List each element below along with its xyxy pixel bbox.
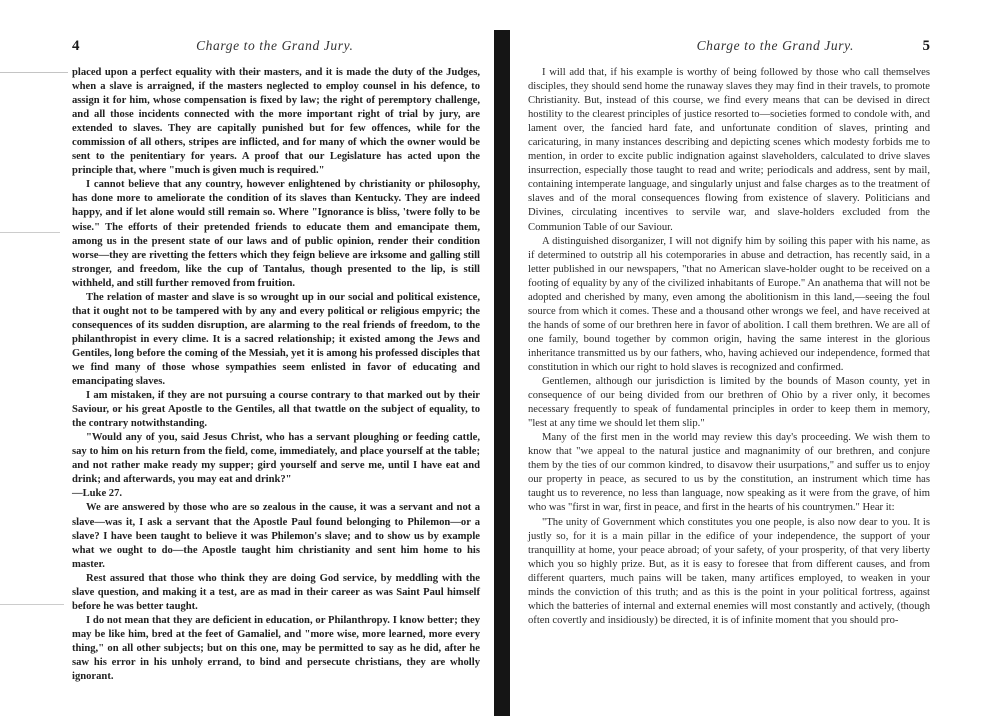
gutter-top-margin: [494, 0, 510, 30]
paragraph: We are answered by those who are so zealous in the cause, it was a servant and not a slave—was it, I ask a servant that the Apostle Paul found belonging to Philemon—or a slave? I have been taught to believe it was Philemon's slave; and to show us by example what we ought to do—the Apostle taught him christianity and sent him home to his master.: [72, 502, 480, 570]
right-page-number: 5: [922, 38, 930, 54]
paragraph: I do not mean that they are deficient in education, or Philanthropy. I know better; they may be like him, bred at the feet of Gamaliel, and "more wise, more learned, more every thing," on all other subjects; but on this one, may be permitted to say as he did, after he saw his error in his unholy errand, to bind and persecute christians, they are wholly ignorant.: [72, 614, 480, 683]
right-page: [510, 0, 1000, 716]
paragraph: The relation of master and slave is so wrought up in our social and political existence, that it ought not to be tampered with by any and every political or religious empyric; the consequences of its sudden disruption, are alarming to the real friends of freedom, to the philanthropist in every clime. It is a sacred relationship; it existed among the Jews and Gentiles, long before the coming of the Messiah, yet it is among his professed disciples that we find many of those whose sympathies seem enlisted in favor of educating and emancipating slaves.: [72, 291, 480, 388]
paragraph: I cannot believe that any country, however enlightened by christianity or philosophy, has done more to ameliorate the condition of its slaves than Kentucky. They are indeed happy, and if let alone would still remain so. Where "Ignorance is bliss, 'twere folly to be wise." The efforts of their pretended friends to educate them and emancipate them, among us in the present state of our laws and of public opinion, render their condition worse—they are rivetting the fetters which they feign believe are irksome and galling still stronger, and freedom, like the cup of Tantalus, though presented to the lip, is still withheld, and still further removed from fruition.: [72, 179, 480, 289]
margin-rule-mark: [0, 604, 64, 605]
quotation-paragraph: "Would any of you, said Jesus Christ, who has a servant ploughing or feeding cattle, say to him on his return from the field, come, immediately, and place yourself at the table; and not rather make ready my supper; gird yourself and serve me, until I have eat and drink; and afterwards, you may eat and drink?": [72, 432, 480, 486]
left-running-title: Charge to the Grand Jury.: [196, 38, 354, 53]
margin-rule-mark: [0, 72, 68, 73]
left-page-number: 4: [72, 38, 80, 54]
paragraph: A distinguished disorganizer, I will not dignify him by soiling this paper with his name, as if determined to outstrip all his cotemporaries in abuse and detraction, has recently said, in a letter published in our newspapers, "that no American slave-holder ought to be received on a footing of equality by any of the civilized inhabitants of Europe." An anathema that will not be adopted and cherished by many, even among the abolitionism in this land,—seeing the foul source from which it comes. These and a thousand other wrongs we feel, and have received at the hands of some of our brethren here in favor of abolition. I call them brethren. We are all of one family, bound together by common origin, having the same interest in the glorious inheritance transmitted us by our fathers, who, having achieved our independence, formed that constitution in which our right to hold slaves is recognized and confirmed.: [528, 235, 930, 373]
paragraph: Many of the first men in the world may review this day's proceeding. We wish them to know that "we appeal to the natural justice and magnanimity of our brethren, and conjure them by the ties of our common kindred, to disavow their usurpations," and suffer us to enjoy our property in peace, as secured to us by the constitution, an instrument which time has taught us to reverence, no less than language, now speaking as it were from the grave, of him who was "first in war, first in peace, and first in the hearts of his countrymen." Hear it:: [528, 432, 930, 514]
right-page-body: [528, 66, 930, 628]
left-running-head: [72, 38, 480, 58]
quotation-paragraph: "The unity of Government which constitutes you one people, is also now dear to you. It is justly so, for it is a main pillar in the edifice of your independence, the support of your tranquillity at home, your peace abroad; of your safety, of your prosperity, of that very liberty which you so highly prize. But, as it is easy to foresee that from different causes, and from different quarters, much pains will be taken, many artifices employed, to weaken in your minds the conviction of this truth; and as this is the point in your political fortress, against which the batteries of internal and external enemies will most constantly and actively, (though often covertly and insidiously) be directed, it is of infinite moment that you should pro-: [528, 516, 930, 626]
left-page: [0, 0, 494, 716]
margin-rule-mark: [0, 232, 60, 233]
right-running-head: [528, 38, 930, 58]
paragraph: Gentlemen, although our jurisdiction is limited by the bounds of Mason county, yet in consequence of our being divided from our brethren of Ohio by a river only, it becomes necessary frequently to speak of fundamental principles in order to keep them in memory, "lest at any time we should let them slip.": [528, 376, 930, 430]
left-page-body: [72, 66, 480, 684]
page-gutter: [494, 0, 510, 716]
right-running-title: Charge to the Grand Jury.: [696, 38, 854, 53]
paragraph: placed upon a perfect equality with their masters, and it is made the duty of the Judges, when a slave is arraigned, if the masters neglected to employ counsel in his defence, to assign it for him, whose compensation is fixed by law; the right of peremptory challenge, and all those incidents connected with the more important right of trial by jury, are extended to slaves. They are capitally punished but for few offences, while for the commission of all others, stripes are inflicted, and for many of which the owner would be sent to the penitentiary for years. A proof that our Legislature has acted upon the principle that, where "much is given much is required.": [72, 67, 480, 177]
paragraph: I am mistaken, if they are not pursuing a course contrary to that marked out by their Saviour, or his great Apostle to the Gentiles, all that twattle on the subject of equality, to the contrary notwithstanding.: [72, 390, 480, 430]
paragraph: Rest assured that those who think they are doing God service, by meddling with the slave question, and making it a test, are as mad in their career as was Saint Paul himself before he was better taught.: [72, 572, 480, 612]
scripture-citation: —Luke 27.: [72, 488, 123, 500]
paragraph: I will add that, if his example is worthy of being followed by those who call themselves disciples, they should send home the runaway slaves they may find in their travels, to promote Christianity. But, instead of this course, we find every means that can be devised in direct hostility to the clearest principles of justice resorted to—societies formed to condole with, and lament over, the fancied hard fate, and unfortunate condition of slaves, printing and caricaturing, in many instances describing and depicting scenes which modesty forbids me to mention, in order to excite public indignation against slaveholders, calculated to drive slaves insurrection, especially those taught to read and write; periodicals and address, sent by mail, containing intemperate language, and singularly unjust and false charges as to the treatment of slaves and of the moral consequences flowing from existence of slavery. Politicians and Divines, circulating incentives to servile war, and slave-holders excluded from the Communion Table of our Saviour.: [528, 67, 930, 233]
